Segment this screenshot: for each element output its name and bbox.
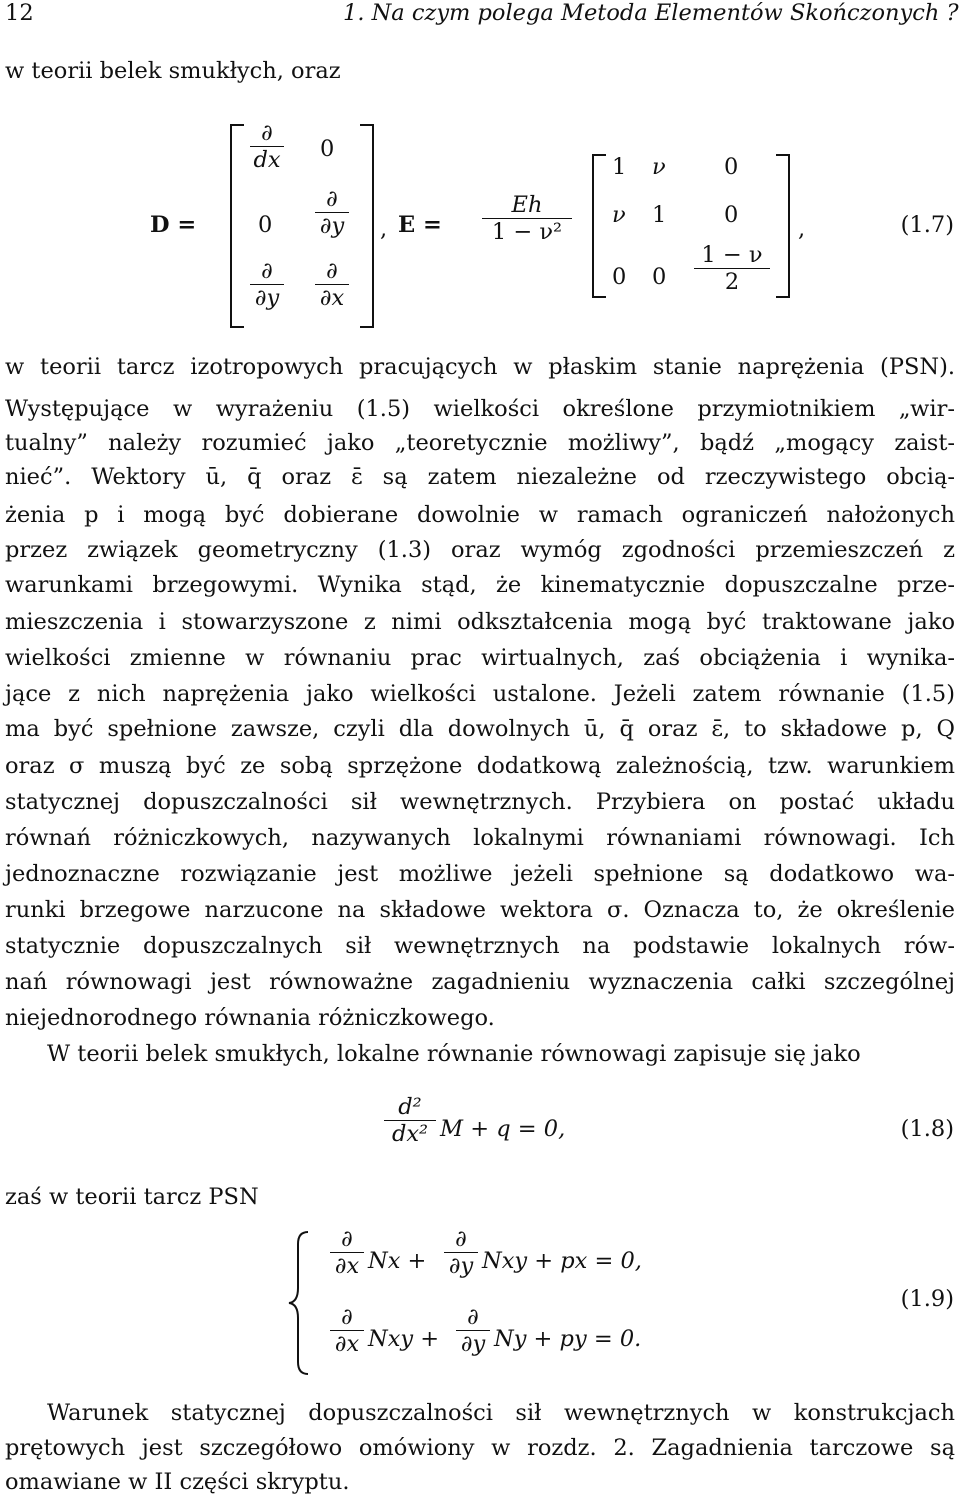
comma: , [380, 216, 388, 242]
text-line: w teorii tarcz izotropowych pracujących w płaskim stanie naprężenia (PSN). [5, 354, 955, 380]
text-line: ma być spełnione zawsze, czyli dla dowolnych ū, q̄ oraz ε̄, to składowe p, Q [5, 716, 955, 742]
bracket-right-D [360, 124, 374, 328]
text-line: Warunek statycznej dopuszczalności sił wewnętrznych w konstrukcjach [47, 1400, 955, 1426]
row1-term-a: Nx + [368, 1248, 427, 1274]
page-number: 12 [5, 0, 34, 26]
equation-body: M + q = 0, [440, 1116, 566, 1142]
D-entry-1-1: ∂ dx [250, 120, 284, 173]
text-line: statycznej dopuszczalności sił wewnętrznych. Przybiera on postać układu [5, 789, 955, 815]
row1-term-b: Nxy + px = 0, [482, 1248, 642, 1274]
text-line: omawiane w II części skryptu. [5, 1469, 350, 1495]
equation-number: (1.8) [900, 1116, 954, 1142]
text-line: nieć”. Wektory ū, q̄ oraz ε̄ są zatem niezależne od rzeczywistego obcią- [5, 464, 955, 490]
matrix-D-label: D = [150, 212, 197, 238]
E-coefficient: $\frac{Eh}{\text{1 − ν²}}$ [482, 192, 572, 245]
row2-term-a: Nxy + [368, 1326, 440, 1352]
intro-line: w teorii belek smukłych, oraz [5, 58, 341, 84]
text-line: równań różniczkowych, nazywanych lokalnymi równaniami równowagi. Ich [5, 825, 955, 851]
D-entry-1-2: 0 [320, 136, 335, 162]
text-line: mieszczenia i stowarzyszone z nimi odkształcenia mogą być traktowane jako [5, 609, 955, 635]
equation-number: (1.7) [900, 212, 954, 238]
E-entry-3-1: 0 [612, 264, 627, 290]
equation-1-7 [0, 118, 960, 330]
text-line: prętowych jest szczegółowo omówiony w rozdz. 2. Zagadnienia tarczowe są [5, 1435, 955, 1461]
text-line: zaś w teorii tarcz PSN [5, 1184, 259, 1210]
E-entry-3-2: 0 [652, 264, 667, 290]
E-entry-2-2: 1 [652, 202, 667, 228]
partial-y: ∂ ∂y [456, 1304, 490, 1357]
partial-x: ∂ ∂x [330, 1304, 364, 1357]
text-line: wielkości zmienne w równaniu prac wirtualnych, zaś obciążenia i wynika- [5, 645, 955, 671]
E-entry-1-3: 0 [724, 154, 739, 180]
left-brace [286, 1230, 312, 1376]
E-entry-1-1: 1 [612, 154, 627, 180]
row2-term-b: Ny + py = 0. [494, 1326, 642, 1352]
equation-1-8 [0, 1094, 960, 1174]
D-entry-2-1: 0 [258, 212, 273, 238]
text-line: warunkami brzegowymi. Wynika stąd, że kinematycznie dopuszczalne prze- [5, 572, 955, 598]
text-line: statycznie dopuszczalnych sił wewnętrznych na podstawie lokalnych rów- [5, 933, 955, 959]
text-line: tualny” należy rozumieć jako „teoretycznie możliwy”, bądź „mogący zaist- [5, 430, 955, 456]
comma: , [798, 216, 806, 242]
E-entry-2-3: 0 [724, 202, 739, 228]
text-line: nań równowagi jest równoważne zagadnieniu wyznaczenia całki szczególnej [5, 969, 955, 995]
D-entry-2-2: ∂ ∂y [315, 186, 349, 239]
D-entry-3-2: ∂ ∂x [315, 258, 349, 311]
text-line: niejednorodnego równania różniczkowego. [5, 1005, 495, 1031]
partial-y: ∂ ∂y [444, 1226, 478, 1279]
second-derivative: $\frac{\text{d²}}{\text{dx²}}$ [384, 1094, 436, 1147]
text-line: W teorii belek smukłych, lokalne równanie równowagi zapisuje się jako [47, 1041, 861, 1067]
bracket-left-E [592, 154, 606, 298]
E-entry-1-2: ν [652, 154, 666, 180]
text-line: jące z nich naprężenia jako wielkości ustalone. Jeżeli zatem równanie (1.5) [5, 681, 955, 707]
text-line: Występujące w wyrażeniu (1.5) wielkości określone przymiotnikiem „wir- [5, 396, 955, 422]
equation-1-9 [0, 1224, 960, 1384]
matrix-E-label: E = [398, 212, 442, 238]
bracket-left-D [230, 124, 244, 328]
bracket-right-E [776, 154, 790, 298]
equation-number: (1.9) [900, 1286, 954, 1312]
text-line: runki brzegowe narzucone na składowe wektora σ. Oznacza to, że określenie [5, 897, 955, 923]
partial-x: ∂ ∂x [330, 1226, 364, 1279]
D-entry-3-1: ∂ ∂y [250, 258, 284, 311]
E-entry-2-1: ν [612, 202, 626, 228]
running-title: 1. Na czym polega Metoda Elementów Skończonych ? [343, 0, 959, 26]
text-line: jednoznaczne rozwiązanie jest możliwe jeżeli spełnione są dodatkowo wa- [5, 861, 955, 887]
text-line: oraz σ muszą być ze sobą sprzężone dodatkową zależnością, tzw. warunkiem [5, 753, 955, 779]
text-line: żenia p i mogą być dobierane dowolnie w ramach ograniczeń nałożonych [5, 502, 955, 528]
text-line: przez związek geometryczny (1.3) oraz wymóg zgodności przemieszczeń z [5, 537, 955, 563]
E-entry-3-3: $\frac{1 - \nu}{2}$ [694, 242, 770, 295]
